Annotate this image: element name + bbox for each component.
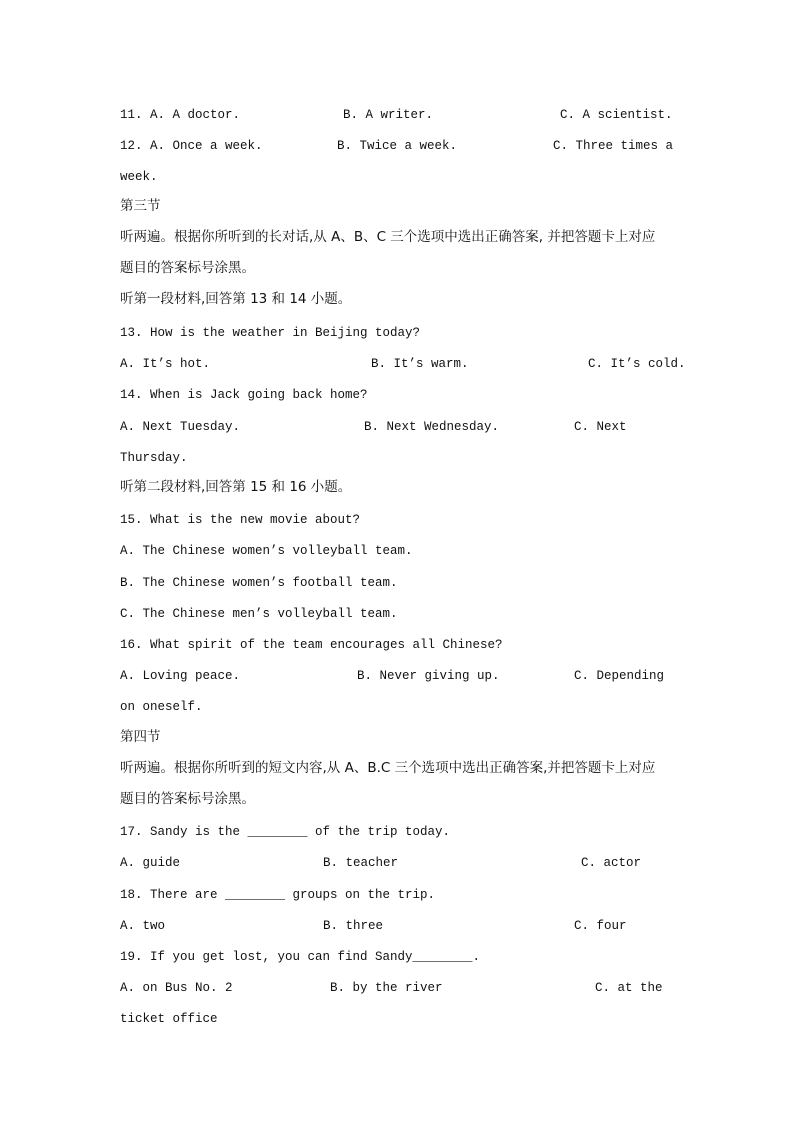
q12-option-a: 12. A. Once a week. [120, 139, 263, 153]
q11-option-c: C. A scientist. [560, 108, 673, 122]
q19-option-a: A. on Bus No. 2 [120, 981, 233, 995]
q16-option-c: C. Depending [574, 669, 665, 683]
q15-option-c: C. The Chinese men’s volleyball team. [120, 607, 398, 621]
q19-question: 19. If you get lost, you can find Sandy________. [120, 950, 481, 964]
q14-option-c: C. Next [574, 420, 627, 434]
section-3-heading: 第三节 [120, 198, 161, 214]
q15-question: 15. What is the new movie about? [120, 513, 361, 527]
section-3-instructions-line-2: 题目的答案标号涂黑。 [120, 260, 255, 276]
q14-option-c-continued: Thursday. [120, 451, 188, 465]
q18-question: 18. There are ________ groups on the trip. [120, 888, 436, 902]
q13-option-a: A. It’s hot. [120, 357, 211, 371]
q17-option-b: B. teacher [323, 856, 399, 870]
material-1-heading: 听第一段材料,回答第 13 和 14 小题。 [120, 291, 352, 307]
section-3-instructions-line-1: 听两遍。根据你所听到的长对话,从 A、B、C 三个选项中选出正确答案, 并把答题卡上对应 [120, 229, 656, 245]
q18-option-b: B. three [323, 919, 384, 933]
q18-option-c: C. four [574, 919, 627, 933]
q19-option-c: C. at the [595, 981, 663, 995]
q16-option-c-continued: on oneself. [120, 700, 203, 714]
q13-question: 13. How is the weather in Beijing today? [120, 326, 421, 340]
q13-option-b: B. It’s warm. [371, 357, 469, 371]
section-4-instructions-line-1: 听两遍。根据你所听到的短文内容,从 A、B.C 三个选项中选出正确答案,并把答题卡上对应 [120, 760, 656, 776]
q13-option-c: C. It’s cold. [588, 357, 686, 371]
q17-question: 17. Sandy is the ________ of the trip today. [120, 825, 451, 839]
section-4-instructions-line-2: 题目的答案标号涂黑。 [120, 791, 255, 807]
q14-option-a: A. Next Tuesday. [120, 420, 241, 434]
q18-option-a: A. two [120, 919, 166, 933]
q15-option-b: B. The Chinese women’s football team. [120, 576, 398, 590]
q16-option-b: B. Never giving up. [357, 669, 500, 683]
q17-option-a: A. guide [120, 856, 181, 870]
q14-option-b: B. Next Wednesday. [364, 420, 500, 434]
q16-option-a: A. Loving peace. [120, 669, 241, 683]
q12-option-c-continued: week. [120, 170, 158, 184]
q14-question: 14. When is Jack going back home? [120, 388, 368, 402]
q17-option-c: C. actor [581, 856, 642, 870]
q12-option-b: B. Twice a week. [337, 139, 458, 153]
q19-option-c-continued: ticket office [120, 1012, 218, 1026]
q16-question: 16. What spirit of the team encourages all Chinese? [120, 638, 503, 652]
q15-option-a: A. The Chinese women’s volleyball team. [120, 544, 413, 558]
q12-option-c: C. Three times a [553, 139, 674, 153]
section-4-heading: 第四节 [120, 729, 161, 745]
q11-option-b: B. A writer. [343, 108, 434, 122]
material-2-heading: 听第二段材料,回答第 15 和 16 小题。 [120, 479, 352, 495]
q19-option-b: B. by the river [330, 981, 443, 995]
q11-option-a: 11. A. A doctor. [120, 108, 241, 122]
